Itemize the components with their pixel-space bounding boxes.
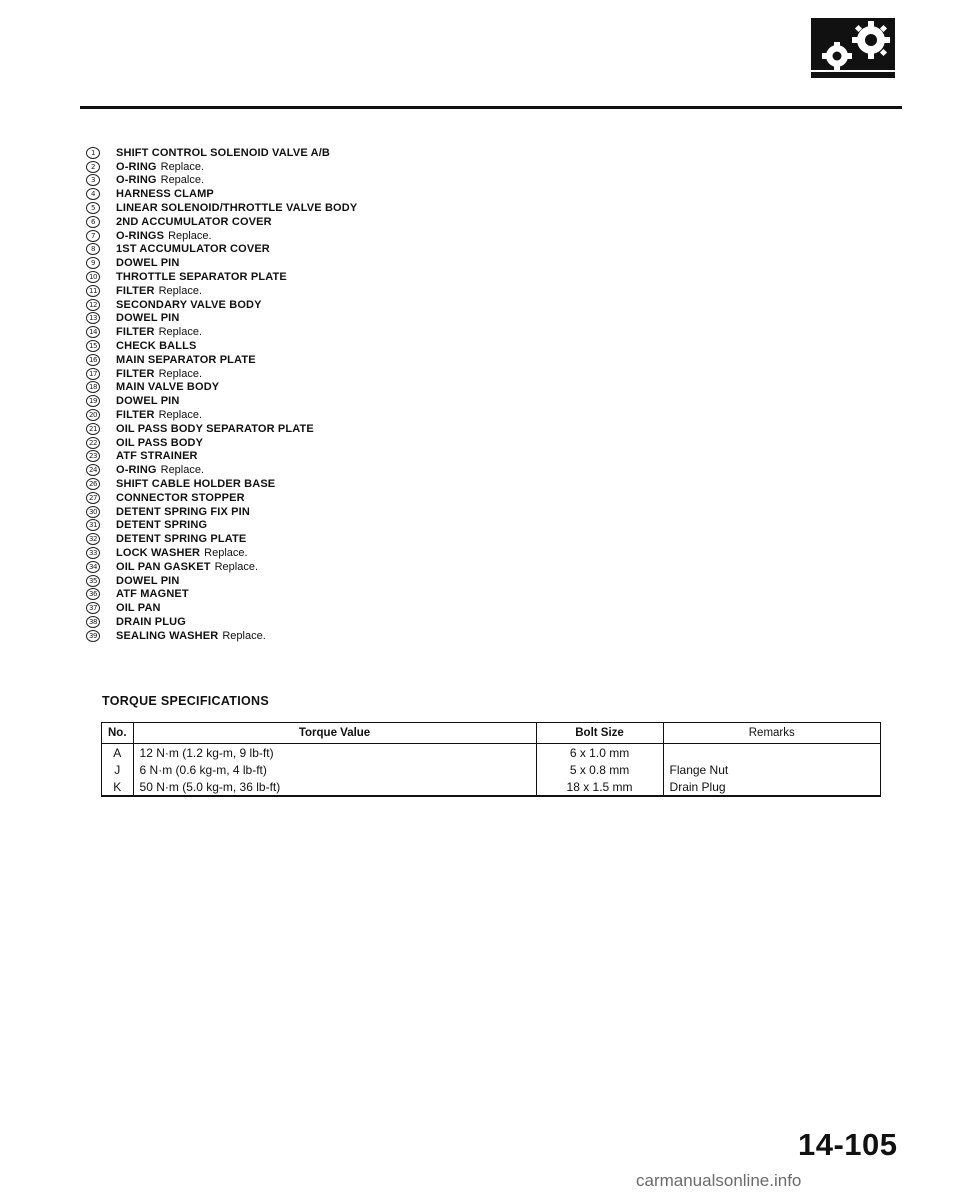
part-note: Replace.: [214, 560, 259, 573]
list-item: [86, 353, 357, 367]
part-name: SHIFT CABLE HOLDER BASE: [116, 478, 276, 491]
item-number-badge: 3: [86, 174, 100, 186]
item-number-badge: 15: [86, 340, 100, 352]
part-name: CHECK BALLS: [116, 340, 197, 353]
part-name: FILTER: [116, 284, 155, 297]
list-item: [86, 229, 357, 243]
part-name: OIL PAN: [116, 602, 161, 615]
item-number-badge: 7: [86, 230, 100, 242]
list-item: [86, 339, 357, 353]
item-number-badge: 24: [86, 464, 100, 476]
list-item: [86, 187, 357, 201]
list-item: [86, 201, 357, 215]
part-name: HARNESS CLAMP: [116, 188, 214, 201]
part-name: CONNECTOR STOPPER: [116, 491, 245, 504]
list-item: [86, 574, 357, 588]
item-number-badge: 22: [86, 437, 100, 449]
item-number-badge: 4: [86, 188, 100, 200]
list-item: [86, 477, 357, 491]
row-no: K: [102, 778, 134, 796]
list-item: [86, 560, 357, 574]
part-note: Replace.: [160, 160, 205, 173]
list-item: [86, 463, 357, 477]
part-name: FILTER: [116, 409, 155, 422]
list-item: [86, 629, 357, 643]
row-remarks: [663, 744, 880, 762]
row-torque-value: 12 N·m (1.2 kg-m, 9 lb-ft): [133, 744, 536, 762]
item-number-badge: 10: [86, 271, 100, 283]
part-name: DOWEL PIN: [116, 257, 180, 270]
list-item: [86, 615, 357, 629]
part-name: ATF STRAINER: [116, 450, 198, 463]
row-torque-value: 50 N·m (5.0 kg-m, 36 lb-ft): [133, 778, 536, 796]
list-item: [86, 491, 357, 505]
list-item: [86, 601, 357, 615]
list-item: [86, 394, 357, 408]
row-bolt-size: 6 x 1.0 mm: [536, 744, 663, 762]
list-item: [86, 505, 357, 519]
part-note: Replace.: [222, 629, 266, 642]
list-item: [86, 519, 357, 533]
header-rule: [80, 106, 902, 109]
part-name: O-RING: [116, 160, 157, 173]
part-name: DOWEL PIN: [116, 395, 180, 408]
part-note: Replace.: [158, 326, 203, 339]
list-item: [86, 243, 357, 257]
list-item: [86, 284, 357, 298]
item-number-badge: 17: [86, 368, 100, 380]
item-number-badge: 12: [86, 299, 100, 311]
part-name: DRAIN PLUG: [116, 615, 186, 628]
part-note: Replace.: [158, 367, 203, 380]
table-row: [102, 761, 881, 778]
part-name: O-RING: [116, 174, 157, 187]
item-number-badge: 8: [86, 243, 100, 255]
list-item: [86, 588, 357, 602]
part-name: ATF MAGNET: [116, 588, 189, 601]
watermark-link[interactable]: carmanualsonline.info: [636, 1171, 802, 1190]
item-number-badge: 9: [86, 257, 100, 269]
item-number-badge: 19: [86, 395, 100, 407]
table-row: [102, 744, 881, 762]
part-name: OIL PAN GASKET: [116, 560, 211, 573]
list-item: [86, 546, 357, 560]
table-row: [102, 778, 881, 796]
list-item: [86, 450, 357, 464]
part-name: O-RINGS: [116, 229, 165, 242]
part-name: O-RING: [116, 464, 157, 477]
item-number-badge: 36: [86, 588, 100, 600]
item-number-badge: 2: [86, 161, 100, 173]
item-number-badge: 14: [86, 326, 100, 338]
item-number-badge: 31: [86, 519, 100, 531]
list-item: [86, 381, 357, 395]
list-item: [86, 215, 357, 229]
list-item: [86, 146, 357, 160]
torque-title: TORQUE SPECIFICATIONS: [102, 694, 269, 708]
item-number-badge: 37: [86, 602, 100, 614]
list-item: [86, 532, 357, 546]
part-note: Replace.: [168, 229, 212, 242]
row-remarks: Flange Nut: [663, 761, 880, 778]
item-number-badge: 11: [86, 285, 100, 297]
part-name: SECONDARY VALVE BODY: [116, 298, 262, 311]
item-number-badge: 20: [86, 409, 100, 421]
col-no-header: No.: [102, 723, 134, 744]
part-name: LINEAR SOLENOID/THROTTLE VALVE BODY: [116, 202, 358, 215]
list-item: [86, 160, 357, 174]
part-name: THROTTLE SEPARATOR PLATE: [116, 271, 287, 284]
col-torque-header: Torque Value: [133, 723, 536, 744]
part-name: DETENT SPRING FIX PIN: [116, 505, 250, 518]
part-name: DOWEL PIN: [116, 312, 180, 325]
part-note: Replace.: [158, 409, 203, 422]
part-name: SEALING WASHER: [116, 629, 219, 642]
item-number-badge: 27: [86, 492, 100, 504]
item-number-badge: 34: [86, 561, 100, 573]
item-number-badge: 38: [86, 616, 100, 628]
list-item: [86, 312, 357, 326]
item-number-badge: 30: [86, 506, 100, 518]
item-number-badge: 6: [86, 216, 100, 228]
part-name: OIL PASS BODY: [116, 436, 204, 449]
item-number-badge: 33: [86, 547, 100, 559]
row-torque-value: 6 N·m (0.6 kg-m, 4 lb-ft): [133, 761, 536, 778]
part-note: Replace.: [158, 284, 203, 297]
part-name: FILTER: [116, 326, 155, 339]
row-bolt-size: 5 x 0.8 mm: [536, 761, 663, 778]
col-bolt-header: Bolt Size: [536, 723, 663, 744]
part-name: MAIN SEPARATOR PLATE: [116, 353, 256, 366]
part-name: DOWEL PIN: [116, 574, 180, 587]
item-number-badge: 35: [86, 575, 100, 587]
list-item: [86, 408, 357, 422]
item-number-badge: 5: [86, 202, 100, 214]
row-remarks: Drain Plug: [663, 778, 880, 796]
list-item: [86, 436, 357, 450]
parts-list: [86, 146, 357, 643]
part-name: LOCK WASHER: [116, 547, 201, 559]
transmission-gears-icon: [811, 18, 895, 78]
list-item: [86, 174, 357, 188]
item-number-badge: 23: [86, 450, 100, 462]
list-item: [86, 256, 357, 270]
list-item: [86, 298, 357, 312]
page-number: 14-105: [798, 1127, 898, 1162]
list-item: [86, 270, 357, 284]
part-name: DETENT SPRING: [116, 519, 208, 532]
part-name: FILTER: [116, 367, 155, 380]
part-note: Repalce.: [160, 174, 205, 187]
part-name: 2ND ACCUMULATOR COVER: [116, 215, 272, 228]
item-number-badge: 32: [86, 533, 100, 545]
list-item: [86, 325, 357, 339]
row-no: A: [102, 744, 134, 762]
torque-table: [101, 722, 881, 797]
list-item: [86, 422, 357, 436]
col-remarks-header: Remarks: [663, 723, 880, 744]
item-number-badge: 26: [86, 478, 100, 490]
part-name: OIL PASS BODY SEPARATOR PLATE: [116, 422, 314, 435]
table-header-row: [102, 723, 881, 744]
part-name: MAIN VALVE BODY: [116, 381, 220, 394]
item-number-badge: 39: [86, 630, 100, 642]
part-name: 1ST ACCUMULATOR COVER: [116, 243, 270, 256]
part-note: Replace.: [204, 547, 248, 559]
item-number-badge: 18: [86, 381, 100, 393]
item-number-badge: 13: [86, 312, 100, 324]
item-number-badge: 1: [86, 147, 100, 159]
row-no: J: [102, 761, 134, 778]
item-number-badge: 16: [86, 354, 100, 366]
part-name: DETENT SPRING PLATE: [116, 533, 247, 546]
row-bolt-size: 18 x 1.5 mm: [536, 778, 663, 796]
item-number-badge: 21: [86, 423, 100, 435]
list-item: [86, 367, 357, 381]
part-name: SHIFT CONTROL SOLENOID VALVE A/B: [116, 146, 331, 159]
part-note: Replace.: [160, 464, 205, 477]
